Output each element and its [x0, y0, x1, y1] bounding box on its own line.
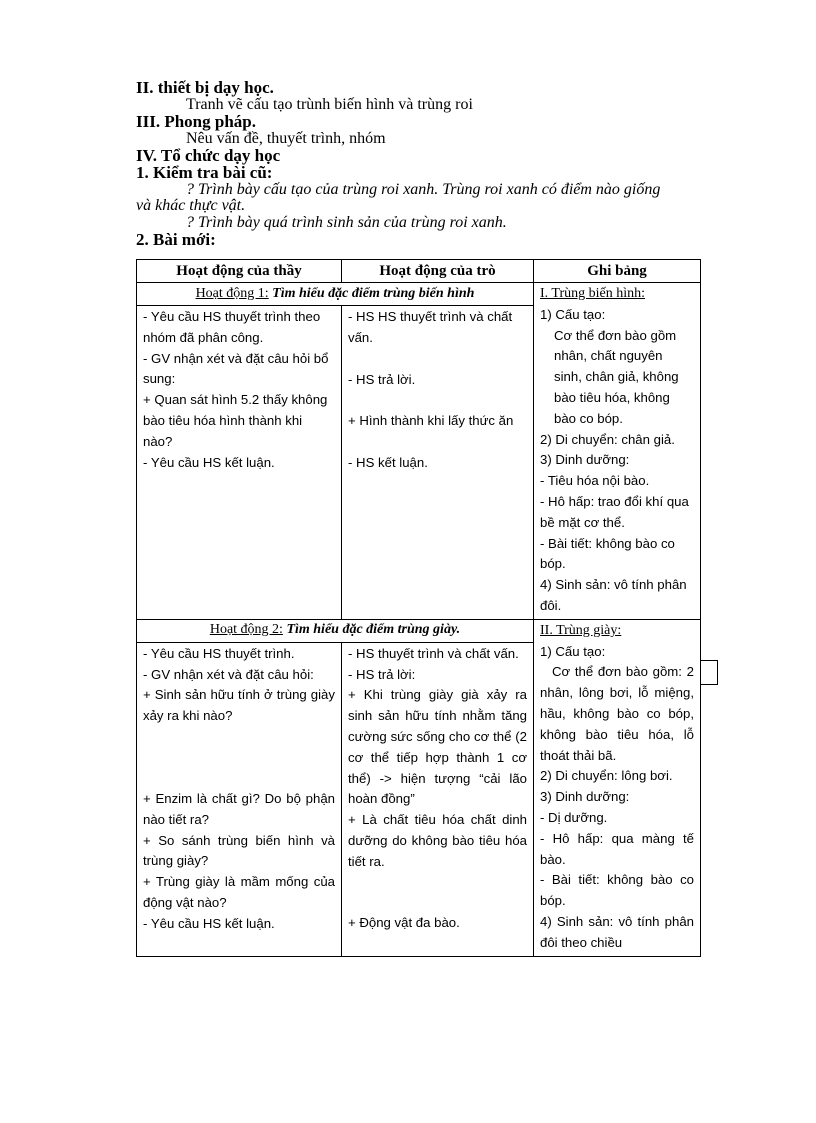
notes-1-line: 2) Di chuyển: chân giả.: [540, 431, 675, 447]
notes-1-line: 3) Dinh dưỡng:: [540, 452, 630, 468]
new-lesson-title: 2. Bài mới:: [136, 230, 216, 249]
notes-1-line: 1) Cấu tạo:: [540, 306, 606, 322]
table-header-row: [137, 260, 701, 283]
notes-1-line: - Tiêu hóa nội bào.: [540, 473, 650, 489]
notes-2-line: - Bài tiết: không bào co bóp.: [540, 872, 694, 909]
activity-1-teacher: [137, 306, 342, 620]
section-1-title: I. Trùng biến hình:: [540, 286, 646, 301]
notes-2-line: 3) Dinh dưỡng:: [540, 789, 630, 805]
teacher-2-line: + So sánh trùng biến hình và trùng giày?: [143, 832, 335, 869]
activity-2-student: [342, 642, 534, 956]
teacher-2-line: - Yêu cầu HS thuyết trình.: [143, 645, 295, 661]
student-2-line: - HS trả lời:: [348, 666, 416, 682]
student-1-line: + Hình thành khi lấy thức ăn: [348, 413, 514, 429]
activity-1-title: [137, 283, 534, 306]
section-2-title: II. Trùng giày:: [540, 622, 622, 638]
student-2-line: + Động vật đa bào.: [348, 914, 460, 930]
teacher-1-line: - GV nhận xét và đặt câu hỏi bổ sung:: [143, 350, 329, 387]
review-question-1b: và khác thực vật.: [136, 197, 246, 214]
notes-1-line: Cơ thể đơn bào gồm nhân, chất nguyên sinh, chân giả, không bào tiêu hóa, không bào co bóp.: [554, 327, 679, 426]
notes-2-line: 4) Sinh sản: vô tính phân đôi theo chiều: [540, 913, 694, 950]
col-student-header: Hoạt động của trò: [342, 260, 534, 283]
activity-2-notes: [534, 619, 701, 956]
teacher-1-line: + Quan sát hình 5.2 thấy không bào tiêu hóa hình thành khi nào?: [143, 392, 328, 449]
lesson-table: [136, 259, 701, 957]
section-method-title: III. Phong pháp.: [136, 112, 257, 131]
notes-1-line: - Bài tiết: không bào co bóp.: [540, 535, 675, 572]
activity-2-title: [137, 619, 534, 642]
notes-2-line: - Hô hấp: qua màng tế bào.: [540, 830, 694, 867]
student-2-line: + Là chất tiêu hóa chất dinh dưỡng do không bào tiêu hóa tiết ra.: [348, 812, 527, 869]
activity-2-title-row: [137, 619, 701, 642]
teacher-2-line: - GV nhận xét và đặt câu hỏi:: [143, 666, 314, 682]
teacher-1-line: - Yêu cầu HS thuyết trình theo nhóm đã phân công.: [143, 309, 321, 345]
activity-1-student: [342, 306, 534, 620]
teacher-1-line: - Yêu cầu HS kết luận.: [143, 454, 275, 470]
activity-1-notes: [534, 283, 701, 620]
stray-cell-border: [700, 660, 718, 685]
notes-1-line: 4) Sinh sản: vô tính phân đôi.: [540, 577, 687, 613]
activity-1-title-row: [137, 283, 701, 306]
activity-2-name: Tìm hiểu đặc điểm trùng giày.: [286, 622, 461, 638]
activity-2-prefix: Hoạt động 2:: [209, 622, 283, 638]
notes-2-line: - Dị dưỡng.: [540, 809, 608, 825]
section-organization-title: IV. Tổ chức dạy học: [136, 146, 281, 165]
teacher-2-line: - Yêu cầu HS kết luận.: [143, 915, 275, 931]
student-1-line: - HS kết luận.: [348, 455, 428, 471]
review-question-2: ? Trình bày quá trình sinh sản của trùng roi xanh.: [186, 214, 507, 231]
teacher-2-line: + Trùng giày là mầm mống của động vật nào?: [143, 874, 335, 910]
notes-2-line: Cơ thể đơn bào gồm: 2 nhân, lông bơi, lỗ miệng, hầu, không bào co bóp, không bào tiêu hóa, lỗ thoát thải bã.: [540, 664, 694, 763]
teacher-2-line: + Sinh sản hữu tính ở trùng giày xảy ra khi nào?: [143, 687, 335, 724]
student-2-line: + Khi trùng giày già xảy ra sinh sản hữu tính nhằm tăng cường sức sống cho cơ thể (2 cơ thể tiếp hợp thành 1 cơ thể) -> hiện tượng “cải lão hoàn đồng”: [348, 687, 527, 807]
notes-1-line: - Hô hấp: trao đổi khí qua bề mặt cơ thể.: [540, 493, 689, 530]
section-equipment-title: II. thiết bị dạy học.: [136, 78, 274, 97]
activity-2-teacher: [137, 642, 342, 956]
method-text: Nêu vấn đề, thuyết trình, nhóm: [186, 130, 386, 147]
student-2-line: - HS thuyết trình và chất vấn.: [348, 645, 519, 661]
notes-2-line: 1) Cấu tạo:: [540, 643, 606, 659]
review-question-1a: ? Trình bày cấu tạo của trùng roi xanh. Trùng roi xanh có điểm nào giống: [186, 181, 661, 198]
student-1-line: - HS trả lời.: [348, 371, 416, 387]
activity-1-prefix: Hoạt động 1:: [195, 285, 269, 301]
student-1-line: - HS HS thuyết trình và chất vấn.: [348, 309, 513, 345]
teacher-2-line: + Enzim là chất gì? Do bộ phận nào tiết ra?: [143, 790, 335, 827]
notes-2-line: 2) Di chuyển: lông bơi.: [540, 768, 673, 784]
activity-1-name: Tìm hiểu đặc điểm trùng biến hình: [272, 285, 475, 301]
col-notes-header: Ghi bảng: [534, 260, 701, 283]
col-teacher-header: Hoạt động của thầy: [137, 260, 342, 283]
review-title: 1. Kiểm tra bài cũ:: [136, 163, 273, 182]
equipment-text: Tranh vẽ cấu tạo trùnh biến hình và trùng roi: [186, 96, 473, 113]
